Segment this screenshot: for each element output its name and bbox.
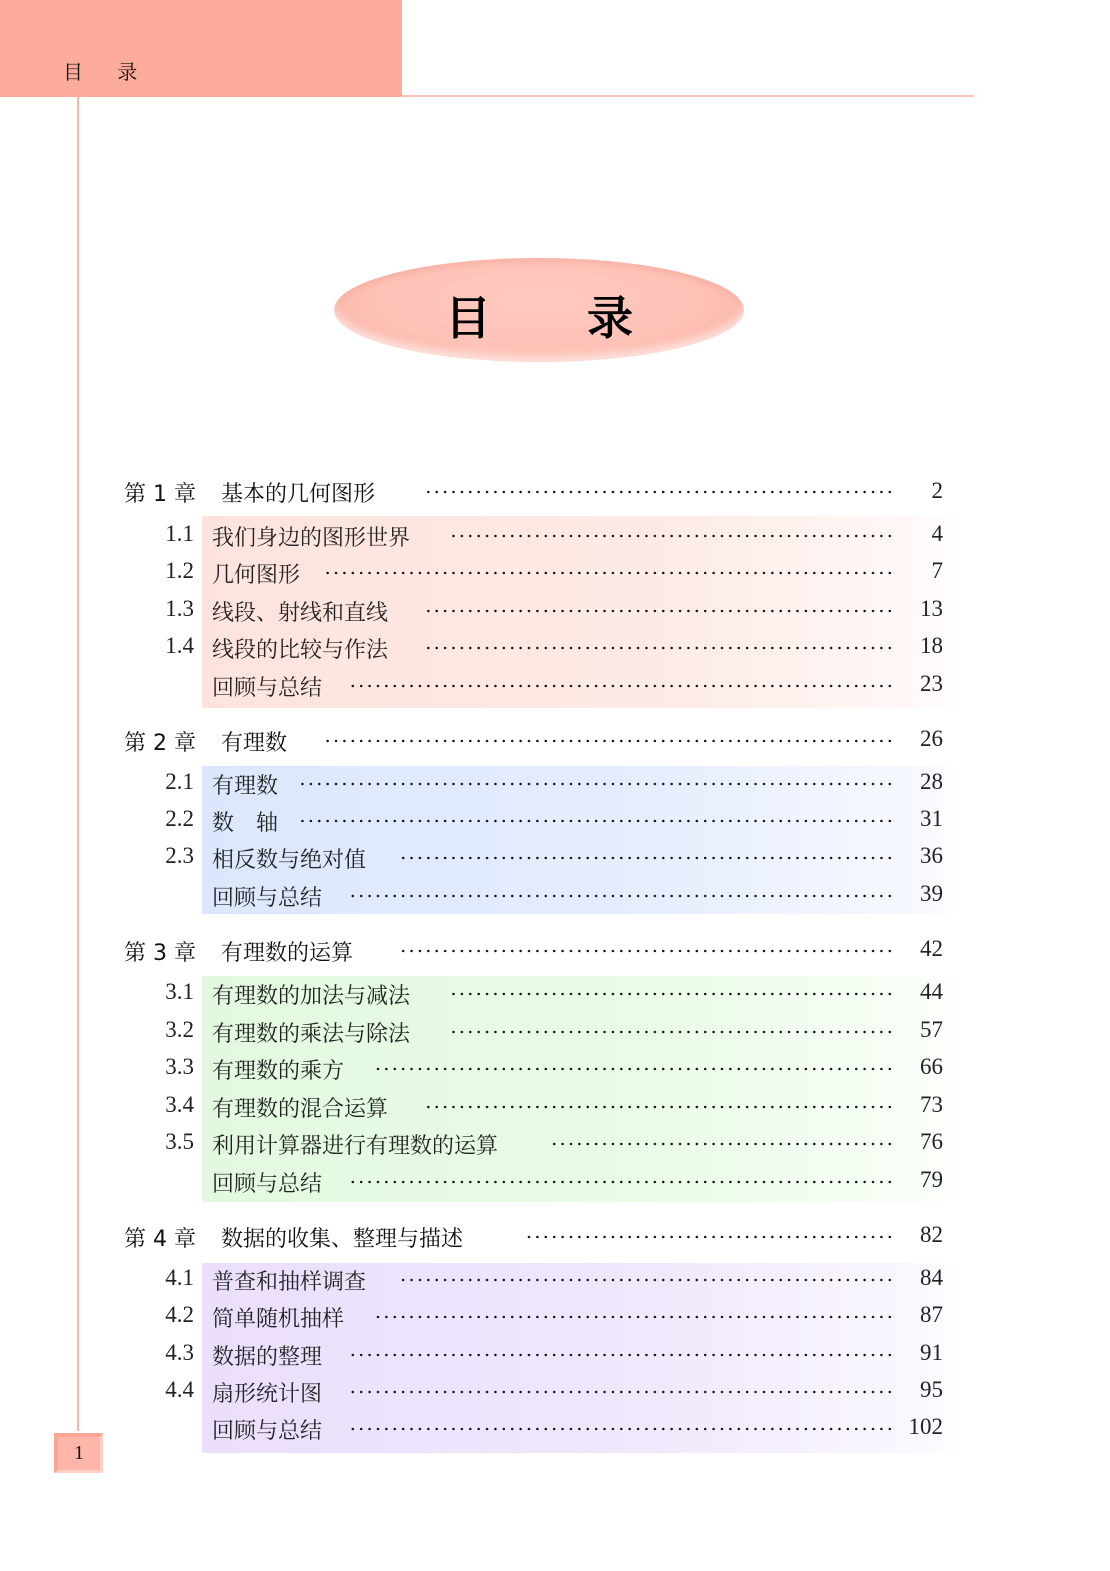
header-rule (402, 95, 973, 97)
chapter-number: 第 1 章 (124, 482, 196, 507)
review-summary-title[interactable]: 回顾与总结 (212, 1419, 323, 1444)
dot-leader (349, 684, 894, 688)
section-number: 4.2 (165, 1302, 194, 1327)
page-number: 1 (74, 1442, 84, 1464)
dot-leader (324, 739, 894, 743)
dot-leader (299, 782, 894, 786)
section-title[interactable]: 有理数 (212, 774, 279, 799)
section-number: 4.3 (165, 1340, 194, 1365)
section-number: 2.3 (165, 843, 194, 868)
dot-leader (374, 1315, 894, 1319)
dot-leader (349, 1427, 894, 1431)
section-number: 4.1 (165, 1265, 194, 1290)
chapter-title: 有理数 (221, 731, 288, 756)
header-band (0, 0, 402, 97)
section-number: 3.5 (165, 1129, 194, 1154)
chapter-title: 基本的几何图形 (221, 482, 376, 507)
chapter-number: 第 3 章 (124, 941, 196, 966)
page-ref: 84 (920, 1265, 943, 1290)
dot-leader (448, 1030, 894, 1034)
page-ref: 42 (920, 936, 943, 961)
section-title[interactable]: 相反数与绝对值 (212, 848, 367, 873)
dot-leader (424, 609, 894, 613)
page-ref: 4 (931, 521, 943, 546)
section-title[interactable]: 数 轴 (212, 811, 279, 836)
section-title[interactable]: 几何图形 (212, 563, 301, 588)
section-title[interactable]: 扇形统计图 (212, 1382, 323, 1407)
dot-leader (424, 646, 894, 650)
page-ref: 57 (920, 1017, 943, 1042)
page-ref: 36 (920, 843, 943, 868)
dot-leader (524, 1235, 894, 1239)
section-number: 4.4 (165, 1377, 194, 1402)
page-ref: 18 (920, 633, 943, 658)
dot-leader (424, 490, 894, 494)
dot-leader (349, 1180, 894, 1184)
section-number: 1.1 (165, 521, 194, 546)
section-title[interactable]: 利用计算器进行有理数的运算 (212, 1134, 499, 1159)
review-summary-title[interactable]: 回顾与总结 (212, 676, 323, 701)
section-number: 1.2 (165, 558, 194, 583)
dot-leader (324, 571, 894, 575)
section-title[interactable]: 有理数的乘法与除法 (212, 1022, 411, 1047)
section-title[interactable]: 线段、射线和直线 (212, 601, 389, 626)
page-ref: 23 (920, 671, 943, 696)
chapter-title: 数据的收集、整理与描述 (221, 1227, 464, 1252)
section-title[interactable]: 线段的比较与作法 (212, 638, 389, 663)
section-number: 3.1 (165, 979, 194, 1004)
page-ref: 73 (920, 1092, 943, 1117)
dot-leader (374, 1067, 894, 1071)
running-header-title: 目 录 (63, 60, 152, 84)
page-ref: 2 (931, 478, 943, 503)
dot-leader (399, 949, 894, 953)
dot-leader (448, 992, 894, 996)
section-title[interactable]: 有理数的乘方 (212, 1059, 345, 1084)
page-ref: 44 (920, 979, 943, 1004)
page-ref: 31 (920, 806, 943, 831)
page-ref: 39 (920, 881, 943, 906)
section-title[interactable]: 有理数的加法与减法 (212, 984, 411, 1009)
page-title: 目 录 (444, 291, 673, 345)
page-number-box (54, 1433, 103, 1473)
margin-rule (77, 97, 79, 1431)
dot-leader (299, 819, 894, 823)
review-summary-title[interactable]: 回顾与总结 (212, 1172, 323, 1197)
page-ref: 102 (908, 1414, 943, 1439)
dot-leader (349, 1353, 894, 1357)
chapter-number: 第 4 章 (124, 1227, 196, 1252)
dot-leader (349, 1390, 894, 1394)
section-number: 3.4 (165, 1092, 194, 1117)
dot-leader (349, 894, 894, 898)
page-ref: 79 (920, 1167, 943, 1192)
section-number: 2.1 (165, 769, 194, 794)
page-ref: 76 (920, 1129, 943, 1154)
page-ref: 66 (920, 1054, 943, 1079)
section-number: 2.2 (165, 806, 194, 831)
section-title[interactable]: 普查和抽样调查 (212, 1270, 367, 1295)
page-ref: 82 (920, 1222, 943, 1247)
dot-leader (399, 1278, 894, 1282)
section-title[interactable]: 我们身边的图形世界 (212, 526, 411, 551)
section-number: 3.3 (165, 1054, 194, 1079)
section-title[interactable]: 数据的整理 (212, 1345, 323, 1370)
section-number: 1.3 (165, 596, 194, 621)
dot-leader (548, 1142, 894, 1146)
page-ref: 87 (920, 1302, 943, 1327)
page-ref: 13 (920, 596, 943, 621)
page-ref: 95 (920, 1377, 943, 1402)
section-number: 3.2 (165, 1017, 194, 1042)
dot-leader (448, 534, 894, 538)
section-title[interactable]: 有理数的混合运算 (212, 1097, 389, 1122)
page-ref: 91 (920, 1340, 943, 1365)
page-ref: 26 (920, 726, 943, 751)
page-ref: 28 (920, 769, 943, 794)
review-summary-title[interactable]: 回顾与总结 (212, 886, 323, 911)
dot-leader (399, 856, 894, 860)
chapter-title: 有理数的运算 (221, 941, 354, 966)
section-number: 1.4 (165, 633, 194, 658)
title-ellipse (334, 258, 744, 362)
dot-leader (424, 1105, 894, 1109)
section-title[interactable]: 简单随机抽样 (212, 1307, 345, 1332)
chapter-number: 第 2 章 (124, 731, 196, 756)
page-ref: 7 (931, 558, 943, 583)
